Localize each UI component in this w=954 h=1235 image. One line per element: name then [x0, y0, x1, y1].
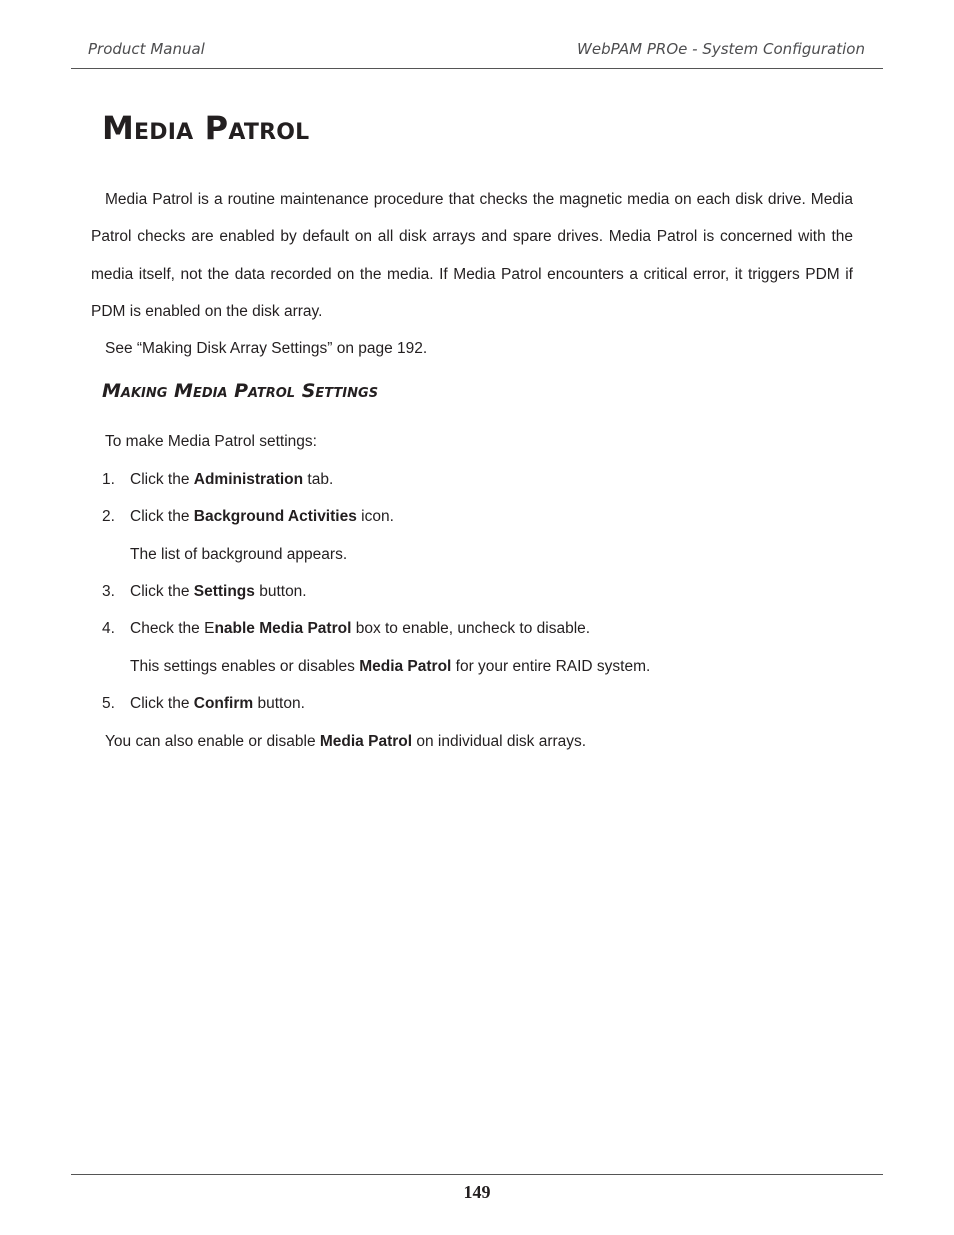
step-note-post: for your entire RAID system.: [451, 658, 651, 675]
closing-bold: Media Patrol: [319, 733, 413, 750]
step-text-pre: Check the E: [130, 620, 215, 637]
page-title: Media Patrol: [102, 109, 310, 147]
step-number: 3.: [102, 583, 115, 600]
step-text-bold: nable Media Patrol: [214, 620, 352, 637]
header-left: Product Manual: [88, 40, 205, 58]
step-text-post: box to enable, uncheck to disable.: [351, 620, 591, 637]
step-text-pre: Click the: [130, 583, 194, 600]
step-number: 4.: [102, 620, 115, 637]
intro-paragraph: Media Patrol is a routine maintenance procedure that checks the magnetic media on each disk drive. Media Patrol checks are enabled by default on all disk arrays and spare drives. Media Patrol is concerned with the media itself, not the data recorded on the media. If Media Patrol encounters a critical error, it triggers PDM if PDM is enabled on the disk array.: [91, 191, 853, 320]
step-note-pre: This settings enables or disables: [130, 658, 360, 675]
step-number: 1.: [102, 471, 115, 488]
step-text-post: button.: [254, 583, 307, 600]
step-text-post: tab.: [303, 471, 334, 488]
step-text: [130, 582, 307, 602]
step-text-bold: Administration: [193, 471, 304, 488]
step-text-bold: Confirm: [193, 695, 254, 712]
see-also-text: See “Making Disk Array Settings” on page 192.: [105, 340, 428, 357]
header-rule: [71, 68, 883, 69]
step-text-pre: Click the: [130, 471, 194, 488]
closing-text: [105, 732, 586, 752]
page-number: 149: [463, 1182, 491, 1202]
step-note-bold: Media Patrol: [359, 658, 452, 675]
lead-text: To make Media Patrol settings:: [105, 433, 317, 450]
closing-pre: You can also enable or disable: [105, 733, 320, 750]
step-text: [130, 619, 590, 639]
step-text-post: button.: [253, 695, 305, 712]
step-text-bold: Settings: [193, 583, 255, 600]
step-text-post: icon.: [356, 508, 394, 525]
step-text: [130, 470, 333, 490]
step-text: [130, 694, 305, 714]
footer-rule: [71, 1174, 883, 1175]
section-title: Making Media Patrol Settings: [102, 380, 379, 402]
closing-post: on individual disk arrays.: [412, 733, 587, 750]
step-text-pre: Click the: [130, 695, 194, 712]
step-text-pre: Click the: [130, 508, 194, 525]
header-right: WebPAM PROe - System Configuration: [577, 40, 865, 58]
step-number: 2.: [102, 508, 115, 525]
step-number: 5.: [102, 695, 115, 712]
step-text-bold: Background Activities: [193, 508, 357, 525]
step-note: The list of background appears.: [130, 546, 348, 563]
step-note: [130, 657, 650, 677]
step-text: [130, 507, 394, 527]
